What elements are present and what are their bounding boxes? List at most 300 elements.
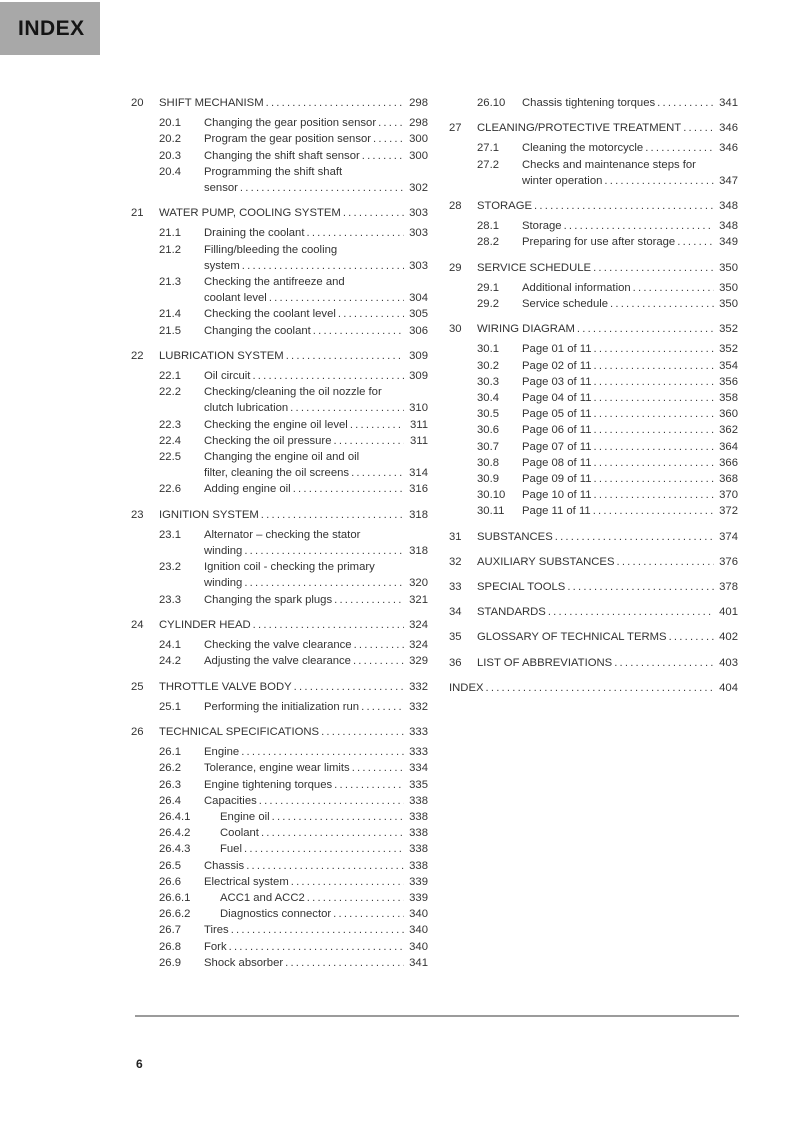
toc-entry-title: Changing the gear position sensor [204,117,377,130]
toc-entry-number: 30.11 [477,505,505,518]
toc-entry-lastline [204,699,428,715]
toc-entry-number: 22.6 [159,483,181,496]
toc-entry[interactable] [131,744,428,760]
toc-entry-page: 303 [409,227,428,240]
toc-entry-number: 26.6.2 [159,908,191,921]
toc-entry-lastline [204,653,428,669]
toc-entry-lastline [220,890,428,906]
toc-entry-number: 26.4 [159,794,181,807]
toc-entry-title: Adding engine oil [204,483,291,496]
toc-entry-lastline [204,258,428,274]
toc-entry[interactable] [131,274,428,306]
toc-entry[interactable] [131,507,428,523]
toc-leader-dots [269,290,404,306]
toc-entry[interactable] [131,922,428,938]
toc-entry-body [477,120,738,136]
toc-entry[interactable] [449,503,738,519]
toc-entry[interactable] [131,115,428,131]
toc-entry-body [220,841,428,857]
toc-entry-lastline [204,225,428,241]
toc-entry[interactable] [449,374,738,390]
toc-entry[interactable] [449,218,738,234]
toc-entry-title: coolant level [204,292,267,305]
toc-entry-lastline [204,115,428,131]
toc-entry-body [204,592,428,608]
toc-entry[interactable] [449,260,738,276]
toc-entry-title: Tires [204,924,229,937]
toc-entry-lastline [204,417,428,433]
toc-entry-lastline [204,955,428,971]
toc-entry-lastline [477,655,738,671]
toc-entry[interactable] [449,140,738,156]
toc-entry-page: 310 [409,402,428,415]
toc-entry[interactable] [131,306,428,322]
toc-leader-dots [486,680,714,696]
toc-leader-dots [594,439,714,455]
toc-entry-lastline [204,148,428,164]
toc-entry[interactable] [449,554,738,570]
toc-entry-lastline [522,374,738,390]
toc-entry[interactable] [131,825,428,841]
toc-entry-body [477,604,738,620]
toc-entry-body [204,793,428,809]
toc-entry-page: 298 [409,97,428,109]
toc-entry-body [204,417,428,433]
toc-entry-page: 350 [719,281,738,294]
toc-entry-body [204,559,428,591]
toc-entry-page: 403 [719,656,738,669]
toc-entry-body [204,699,428,715]
toc-entry[interactable] [449,321,738,337]
toc-entry-title: Changing the coolant [204,324,311,337]
toc-leader-dots [293,481,404,497]
toc-entry-lastline [204,637,428,653]
toc-entry[interactable] [449,358,738,374]
toc-entry-title-line: Alternator – checking the stator [204,528,361,541]
toc-entry-lastline [522,503,738,519]
toc-entry[interactable] [449,157,738,189]
toc-entry-number: 21.2 [159,243,181,256]
toc-entry-number: 27 [449,122,462,135]
toc-entry[interactable] [131,481,428,497]
footer-page-number: 6 [136,1057,143,1071]
toc-entry-page: 376 [719,555,738,568]
toc-entry[interactable] [449,390,738,406]
toc-entry-number: 31 [449,530,462,543]
toc-entry-page: 303 [409,207,428,220]
toc-entry[interactable] [449,604,738,620]
toc-entry-number: 26.9 [159,956,181,969]
toc-leader-dots [593,503,714,519]
toc-entry-body [522,95,738,111]
toc-leader-dots [244,543,404,559]
toc-entry-lastline [522,487,738,503]
toc-leader-dots [240,180,404,196]
toc-entry[interactable] [449,296,738,312]
toc-entry[interactable] [449,422,738,438]
toc-entry-page: 352 [719,323,738,336]
toc-entry-page: 341 [719,97,738,109]
toc-entry-page: 320 [409,577,428,590]
toc-entry[interactable] [449,487,738,503]
toc-entry-page: 340 [409,940,428,953]
toc-entry-page: 305 [409,308,428,321]
toc-leader-dots [610,296,714,312]
toc-entry-number: 20.2 [159,133,181,146]
toc-entry[interactable] [131,348,428,364]
toc-entry[interactable] [449,406,738,422]
toc-entry-title: CYLINDER HEAD [159,618,251,631]
toc-entry-body [522,439,738,455]
toc-entry[interactable] [131,841,428,857]
toc-entry-number: 26.6.1 [159,891,191,904]
toc-entry[interactable] [131,95,428,111]
toc-leader-dots [361,699,404,715]
toc-entry-body [159,724,428,740]
toc-entry-lastline [204,290,428,306]
toc-entry-title: SHIFT MECHANISM [159,97,264,109]
toc-entry-title: Page 05 of 11 [522,408,592,421]
toc-entry[interactable] [131,148,428,164]
toc-entry-page: 346 [719,142,738,155]
toc-leader-dots [548,604,714,620]
toc-entry-number: 21.5 [159,324,181,337]
toc-entry[interactable] [131,858,428,874]
toc-entry-body [204,939,428,955]
toc-entry-title: Changing the shift shaft sensor [204,149,360,162]
toc-leader-dots [594,455,714,471]
toc-entry-title: Page 02 of 11 [522,359,592,372]
toc-entry-number: 30.6 [477,424,499,437]
toc-entry-body [204,148,428,164]
toc-entry-title: sensor [204,182,238,195]
toc-entry-title: Oil circuit [204,370,251,383]
toc-entry-page: 346 [719,122,738,135]
toc-entry[interactable] [449,198,738,214]
toc-entry[interactable] [131,699,428,715]
toc-entry-page: 324 [409,639,428,652]
toc-entry[interactable] [449,455,738,471]
toc-leader-dots [594,406,714,422]
toc-leader-dots [291,874,404,890]
toc-entry-lastline [204,131,428,147]
toc-leader-dots [252,368,404,384]
toc-entry-number: 35 [449,631,462,644]
toc-entry-body [220,906,428,922]
toc-entry-lastline [204,874,428,890]
toc-entry[interactable] [131,164,428,196]
toc-entry-page: 348 [719,200,738,213]
toc-entry-title: Checking the coolant level [204,308,336,321]
toc-entry-page: 311 [409,418,428,431]
toc-entry-number: 30.4 [477,392,499,405]
toc-entry-body [204,115,428,131]
toc-entry[interactable] [131,417,428,433]
toc-entry-title: THROTTLE VALVE BODY [159,680,292,693]
toc-entry-title: Preparing for use after storage [522,236,676,249]
toc-entry-page: 349 [719,236,738,249]
toc-entry-page: 338 [409,810,428,823]
toc-entry-body [204,653,428,669]
toc-entry-number: 28.2 [477,236,499,249]
toc-entry-title: Additional information [522,281,631,294]
toc-entry-number: 27.1 [477,142,499,155]
toc-entry[interactable] [449,439,738,455]
toc-leader-dots [229,939,404,955]
toc-entry-title: GLOSSARY OF TECHNICAL TERMS [477,631,667,644]
toc-entry[interactable] [131,384,428,416]
toc-entry-body [477,655,738,671]
toc-entry-page: 364 [719,440,738,453]
toc-entry[interactable] [449,629,738,645]
toc-entry-page: 302 [409,182,428,195]
toc-entry-title: Chassis tightening torques [522,97,656,109]
toc-entry-number: 34 [449,606,462,619]
toc-entry-number: 30.1 [477,343,499,356]
toc-entry[interactable] [131,449,428,481]
toc-entry-lastline [522,471,738,487]
toc-entry-body [522,455,738,471]
toc-entry-lastline [477,604,738,620]
toc-entry-page: 300 [409,149,428,162]
toc-entry-title: filter, cleaning the oil screens [204,467,350,480]
toc-entry-title: Fuel [220,843,242,856]
toc-entry-lastline [522,439,738,455]
toc-entry-body [522,422,738,438]
toc-entry-title: Tolerance, engine wear limits [204,762,350,775]
toc-entry-number: 30.5 [477,408,499,421]
toc-entry-page: 318 [409,545,428,558]
toc-leader-dots [321,724,404,740]
toc-leader-dots [593,260,714,276]
toc-entry[interactable] [449,280,738,296]
toc-entry-title: SUBSTANCES [477,530,553,543]
toc-entry-title: Chassis [204,859,245,872]
toc-entry-number: 32 [449,555,462,568]
toc-entry-title-line: Checks and maintenance steps for [522,158,696,171]
toc-entry-title-line: Checking the antifreeze and [204,276,345,289]
toc-entry-page: 298 [409,117,428,130]
toc-entry-body [522,341,738,357]
toc-entry-number: 22 [131,349,144,362]
toc-entry-page: 368 [719,473,738,486]
toc-entry[interactable] [131,890,428,906]
toc-entry-page: 402 [719,631,738,644]
toc-entry[interactable] [131,906,428,922]
toc-entry-lastline [522,406,738,422]
toc-entry-body [204,384,428,416]
toc-entry-number: 28 [449,200,462,213]
toc-entry[interactable] [131,760,428,776]
toc-entry-number: 26.10 [477,97,506,109]
toc-entry-lastline [204,777,428,793]
toc-entry-body [204,922,428,938]
toc-entry[interactable] [449,120,738,136]
toc-entry-number: 21.4 [159,308,181,321]
toc-entry-page: 332 [409,680,428,693]
toc-leader-dots [354,637,404,653]
toc-entry-body [522,140,738,156]
toc-entry-lastline [204,400,428,416]
toc-entry[interactable] [131,527,428,559]
toc-entry[interactable] [449,341,738,357]
toc-leader-dots [351,465,404,481]
toc-entry-number: 26.4.1 [159,810,191,823]
toc-entry[interactable] [449,529,738,545]
toc-entry-title: Capacities [204,794,257,807]
toc-entry[interactable] [449,95,738,111]
toc-entry-title: Engine oil [220,810,270,823]
toc-entry-body [159,617,428,633]
toc-entry-number: 26.5 [159,859,181,872]
toc-entry-body [159,348,428,364]
toc-entry-body [477,321,738,337]
toc-entry-title: SPECIAL TOOLS [477,581,566,594]
toc-entry-page: 341 [409,956,428,969]
toc-leader-dots [244,841,404,857]
toc-entry[interactable] [449,471,738,487]
toc-entry-page: 338 [409,859,428,872]
toc-leader-dots [261,507,404,523]
toc-entry[interactable] [131,559,428,591]
toc-leader-dots [333,906,404,922]
toc-entry-body [522,471,738,487]
toc-entry-page: 347 [719,174,738,187]
toc-entry-page: 338 [409,827,428,840]
toc-entry-lastline [477,529,738,545]
toc-entry-lastline [522,358,738,374]
toc-entry[interactable] [131,242,428,274]
toc-leader-dots [259,793,404,809]
toc-entry-page: 350 [719,261,738,274]
toc-entry[interactable] [131,617,428,633]
toc-entry[interactable] [131,679,428,695]
toc-entry[interactable] [131,592,428,608]
toc-entry-number: 26.4.2 [159,827,191,840]
toc-entry[interactable] [131,653,428,669]
toc-entry-title: Changing the spark plugs [204,593,333,606]
toc-entry-page: 321 [409,593,428,606]
toc-entry[interactable] [131,131,428,147]
toc-entry-page: 358 [719,392,738,405]
toc-entry-body [522,234,738,250]
toc-leader-dots [231,922,404,938]
toc-entry-number: 20.3 [159,149,181,162]
toc-entry-title: SERVICE SCHEDULE [477,261,592,274]
toc-entry-body [159,205,428,221]
toc-entry-body [159,679,428,695]
toc-entry-page: 340 [409,924,428,937]
toc-leader-dots [594,341,714,357]
toc-entry[interactable] [131,874,428,890]
toc-entry-number: 29.1 [477,281,499,294]
toc-entry-page: 316 [409,483,428,496]
toc-entry-title: STORAGE [477,200,533,213]
toc-entry-lastline [522,95,738,111]
toc-entry-page: 339 [409,875,428,888]
toc-entry-page: 324 [409,618,428,631]
toc-leader-dots [241,744,404,760]
toc-entry-title: Diagnostics connector [220,908,332,921]
toc-leader-dots [285,955,404,971]
toc-entry-title: Service schedule [522,298,609,311]
toc-entry-body [522,218,738,234]
toc-entry-number: 26.1 [159,746,181,759]
toc-entry-number: 25.1 [159,700,181,713]
toc-entry-page: 329 [409,655,428,668]
toc-entry-lastline [477,198,738,214]
toc-entry-body [522,406,738,422]
toc-entry[interactable] [131,323,428,339]
toc-entry[interactable] [449,579,738,595]
toc-entry[interactable] [131,809,428,825]
toc-entry[interactable] [131,225,428,241]
toc-entry-page: 318 [409,508,428,521]
toc-entry[interactable] [131,777,428,793]
toc-entry-body [204,306,428,322]
toc-entry-body [522,503,738,519]
toc-leader-dots [594,471,714,487]
toc-leader-dots [594,390,714,406]
toc-entry-number: 30.7 [477,440,499,453]
toc-leader-dots [350,417,404,433]
toc-entry[interactable] [131,433,428,449]
toc-entry[interactable] [449,655,738,671]
toc-entry-page: 339 [409,891,428,904]
toc-entry-number: 26.3 [159,778,181,791]
toc-entry-number: 25 [131,680,144,693]
toc-entry-title: WIRING DIAGRAM [477,323,575,336]
toc-entry[interactable] [131,724,428,740]
toc-entry-title: Engine [204,746,240,759]
toc-entry-title: TECHNICAL SPECIFICATIONS [159,725,320,738]
toc-entry-page: 362 [719,424,738,437]
toc-entry-number: 22.4 [159,434,181,447]
toc-entry[interactable] [131,955,428,971]
toc-entry[interactable] [131,368,428,384]
toc-entry-body [204,744,428,760]
toc-entry-title: Page 09 of 11 [522,473,592,486]
page-title: INDEX [18,16,85,40]
toc-entry-lastline [477,554,738,570]
toc-entry-title: Storage [522,220,562,233]
toc-entry-lastline [204,368,428,384]
toc-entry-body [204,164,428,196]
toc-entry[interactable] [131,205,428,221]
toc-entry[interactable] [449,680,738,696]
toc-entry-lastline [449,680,738,696]
toc-entry-page: 352 [719,343,738,356]
toc-entry-number: 22.3 [159,418,181,431]
toc-entry-body [220,825,428,841]
toc-entry-number: 30.2 [477,359,499,372]
toc-entry[interactable] [131,939,428,955]
toc-entry-page: 309 [409,349,428,362]
toc-entry[interactable] [131,637,428,653]
toc-entry-body [220,809,428,825]
toc-leader-dots [373,131,404,147]
toc-entry-page: 354 [719,359,738,372]
toc-entry-lastline [204,858,428,874]
toc-entry[interactable] [131,793,428,809]
toc-entry-body [204,858,428,874]
toc-entry-page: 311 [409,434,428,447]
toc-entry-title: INDEX [449,681,484,694]
toc-entry[interactable] [449,234,738,250]
toc-leader-dots [352,760,404,776]
toc-leader-dots [266,95,404,111]
toc-entry-title: WATER PUMP, COOLING SYSTEM [159,207,341,220]
